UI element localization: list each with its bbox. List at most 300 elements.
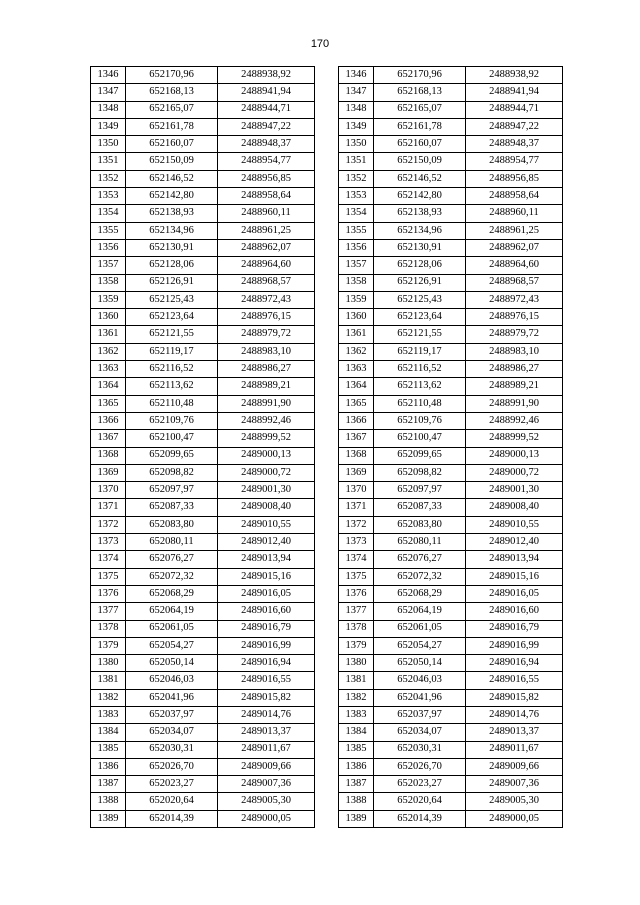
point-number-cell: 1380 — [91, 655, 126, 672]
x-coordinate-cell: 652142,80 — [374, 188, 466, 205]
y-coordinate-cell: 2488964,60 — [466, 257, 563, 274]
y-coordinate-cell: 2488941,94 — [218, 84, 315, 101]
point-number-cell: 1378 — [91, 620, 126, 637]
point-number-cell: 1350 — [91, 136, 126, 153]
y-coordinate-cell: 2488999,52 — [218, 430, 315, 447]
x-coordinate-cell: 652121,55 — [374, 326, 466, 343]
x-coordinate-cell: 652110,48 — [126, 395, 218, 412]
point-number-cell: 1351 — [91, 153, 126, 170]
table-row — [339, 118, 563, 135]
x-coordinate-cell: 652125,43 — [374, 291, 466, 308]
table-row — [339, 430, 563, 447]
point-number-cell: 1388 — [339, 793, 374, 810]
y-coordinate-cell: 2488999,52 — [466, 430, 563, 447]
y-coordinate-cell: 2489016,05 — [218, 585, 315, 602]
coordinates-table-right — [338, 66, 563, 828]
x-coordinate-cell: 652109,76 — [126, 412, 218, 429]
x-coordinate-cell: 652041,96 — [126, 689, 218, 706]
point-number-cell: 1347 — [339, 84, 374, 101]
x-coordinate-cell: 652072,32 — [126, 568, 218, 585]
x-coordinate-cell: 652150,09 — [374, 153, 466, 170]
point-number-cell: 1384 — [91, 724, 126, 741]
y-coordinate-cell: 2489013,94 — [218, 551, 315, 568]
x-coordinate-cell: 652099,65 — [126, 447, 218, 464]
table-row — [339, 620, 563, 637]
y-coordinate-cell: 2488983,10 — [466, 343, 563, 360]
x-coordinate-cell: 652037,97 — [126, 706, 218, 723]
table-row — [339, 205, 563, 222]
y-coordinate-cell: 2488989,21 — [466, 378, 563, 395]
x-coordinate-cell: 652119,17 — [126, 343, 218, 360]
y-coordinate-cell: 2488986,27 — [218, 361, 315, 378]
y-coordinate-cell: 2489005,30 — [218, 793, 315, 810]
point-number-cell: 1356 — [91, 239, 126, 256]
point-number-cell: 1379 — [339, 637, 374, 654]
x-coordinate-cell: 652050,14 — [374, 655, 466, 672]
point-number-cell: 1362 — [91, 343, 126, 360]
x-coordinate-cell: 652100,47 — [374, 430, 466, 447]
table-row — [339, 101, 563, 118]
point-number-cell: 1389 — [339, 810, 374, 827]
y-coordinate-cell: 2489016,79 — [466, 620, 563, 637]
table-row — [91, 793, 315, 810]
x-coordinate-cell: 652121,55 — [126, 326, 218, 343]
y-coordinate-cell: 2488944,71 — [466, 101, 563, 118]
table-row — [91, 499, 315, 516]
x-coordinate-cell: 652037,97 — [374, 706, 466, 723]
table-row — [91, 620, 315, 637]
x-coordinate-cell: 652014,39 — [126, 810, 218, 827]
point-number-cell: 1348 — [339, 101, 374, 118]
x-coordinate-cell: 652061,05 — [126, 620, 218, 637]
table-row — [91, 153, 315, 170]
table-row — [339, 222, 563, 239]
table-row — [339, 672, 563, 689]
table-row — [91, 118, 315, 135]
x-coordinate-cell: 652146,52 — [126, 170, 218, 187]
x-coordinate-cell: 652030,31 — [374, 741, 466, 758]
table-row — [91, 136, 315, 153]
x-coordinate-cell: 652080,11 — [126, 534, 218, 551]
y-coordinate-cell: 2488976,15 — [466, 309, 563, 326]
x-coordinate-cell: 652126,91 — [374, 274, 466, 291]
point-number-cell: 1359 — [339, 291, 374, 308]
table-row — [91, 447, 315, 464]
x-coordinate-cell: 652023,27 — [126, 776, 218, 793]
y-coordinate-cell: 2488964,60 — [218, 257, 315, 274]
table-row — [91, 758, 315, 775]
table-row — [91, 378, 315, 395]
point-number-cell: 1358 — [339, 274, 374, 291]
point-number-cell: 1361 — [339, 326, 374, 343]
point-number-cell: 1385 — [91, 741, 126, 758]
y-coordinate-cell: 2488972,43 — [218, 291, 315, 308]
table-row — [91, 689, 315, 706]
point-number-cell: 1367 — [339, 430, 374, 447]
coordinates-table-left — [90, 66, 315, 828]
table-row — [339, 188, 563, 205]
x-coordinate-cell: 652026,70 — [374, 758, 466, 775]
y-coordinate-cell: 2488991,90 — [218, 395, 315, 412]
table-row — [91, 291, 315, 308]
y-coordinate-cell: 2488989,21 — [218, 378, 315, 395]
table-row — [339, 291, 563, 308]
y-coordinate-cell: 2488968,57 — [218, 274, 315, 291]
y-coordinate-cell: 2489014,76 — [466, 706, 563, 723]
x-coordinate-cell: 652098,82 — [374, 464, 466, 481]
y-coordinate-cell: 2489007,36 — [466, 776, 563, 793]
y-coordinate-cell: 2489016,99 — [218, 637, 315, 654]
table-row — [91, 274, 315, 291]
y-coordinate-cell: 2489016,94 — [466, 655, 563, 672]
table-row — [91, 170, 315, 187]
table-row — [339, 689, 563, 706]
table-row — [91, 257, 315, 274]
table-row — [339, 274, 563, 291]
point-number-cell: 1387 — [339, 776, 374, 793]
x-coordinate-cell: 652116,52 — [374, 361, 466, 378]
table-row — [91, 343, 315, 360]
table-row — [339, 136, 563, 153]
table-row — [339, 516, 563, 533]
table-row — [91, 101, 315, 118]
x-coordinate-cell: 652160,07 — [126, 136, 218, 153]
table-row — [339, 534, 563, 551]
point-number-cell: 1346 — [339, 67, 374, 84]
y-coordinate-cell: 2489011,67 — [218, 741, 315, 758]
table-row — [339, 793, 563, 810]
table-row — [91, 603, 315, 620]
table-row — [91, 205, 315, 222]
x-coordinate-cell: 652087,33 — [126, 499, 218, 516]
point-number-cell: 1370 — [339, 482, 374, 499]
point-number-cell: 1364 — [339, 378, 374, 395]
x-coordinate-cell: 652168,13 — [374, 84, 466, 101]
point-number-cell: 1356 — [339, 239, 374, 256]
y-coordinate-cell: 2488979,72 — [466, 326, 563, 343]
table-row — [339, 447, 563, 464]
point-number-cell: 1373 — [339, 534, 374, 551]
y-coordinate-cell: 2489016,55 — [466, 672, 563, 689]
point-number-cell: 1354 — [91, 205, 126, 222]
x-coordinate-cell: 652119,17 — [374, 343, 466, 360]
y-coordinate-cell: 2489008,40 — [218, 499, 315, 516]
x-coordinate-cell: 652050,14 — [126, 655, 218, 672]
table-row — [339, 568, 563, 585]
point-number-cell: 1386 — [339, 758, 374, 775]
table-row — [91, 464, 315, 481]
y-coordinate-cell: 2489011,67 — [466, 741, 563, 758]
y-coordinate-cell: 2488947,22 — [218, 118, 315, 135]
point-number-cell: 1380 — [339, 655, 374, 672]
table-row — [339, 637, 563, 654]
table-row — [339, 395, 563, 412]
y-coordinate-cell: 2488956,85 — [218, 170, 315, 187]
x-coordinate-cell: 652080,11 — [374, 534, 466, 551]
point-number-cell: 1361 — [91, 326, 126, 343]
point-number-cell: 1386 — [91, 758, 126, 775]
table-row — [339, 706, 563, 723]
y-coordinate-cell: 2489009,66 — [218, 758, 315, 775]
point-number-cell: 1389 — [91, 810, 126, 827]
y-coordinate-cell: 2488992,46 — [218, 412, 315, 429]
point-number-cell: 1358 — [91, 274, 126, 291]
x-coordinate-cell: 652125,43 — [126, 291, 218, 308]
y-coordinate-cell: 2488961,25 — [218, 222, 315, 239]
table-row — [91, 534, 315, 551]
table-row — [91, 430, 315, 447]
y-coordinate-cell: 2488991,90 — [466, 395, 563, 412]
x-coordinate-cell: 652023,27 — [374, 776, 466, 793]
point-number-cell: 1346 — [91, 67, 126, 84]
point-number-cell: 1365 — [91, 395, 126, 412]
point-number-cell: 1377 — [91, 603, 126, 620]
y-coordinate-cell: 2488960,11 — [466, 205, 563, 222]
point-number-cell: 1369 — [91, 464, 126, 481]
point-number-cell: 1360 — [91, 309, 126, 326]
y-coordinate-cell: 2488938,92 — [466, 67, 563, 84]
y-coordinate-cell: 2489015,16 — [466, 568, 563, 585]
x-coordinate-cell: 652100,47 — [126, 430, 218, 447]
y-coordinate-cell: 2489014,76 — [218, 706, 315, 723]
x-coordinate-cell: 652072,32 — [374, 568, 466, 585]
y-coordinate-cell: 2489016,05 — [466, 585, 563, 602]
point-number-cell: 1355 — [339, 222, 374, 239]
point-number-cell: 1382 — [339, 689, 374, 706]
x-coordinate-cell: 652034,07 — [126, 724, 218, 741]
x-coordinate-cell: 652046,03 — [374, 672, 466, 689]
x-coordinate-cell: 652087,33 — [374, 499, 466, 516]
y-coordinate-cell: 2489013,94 — [466, 551, 563, 568]
table-row — [91, 326, 315, 343]
y-coordinate-cell: 2488986,27 — [466, 361, 563, 378]
y-coordinate-cell: 2489012,40 — [466, 534, 563, 551]
point-number-cell: 1368 — [339, 447, 374, 464]
x-coordinate-cell: 652146,52 — [374, 170, 466, 187]
y-coordinate-cell: 2489000,72 — [218, 464, 315, 481]
x-coordinate-cell: 652064,19 — [374, 603, 466, 620]
x-coordinate-cell: 652026,70 — [126, 758, 218, 775]
table-row — [339, 153, 563, 170]
table-row — [339, 499, 563, 516]
table-row — [91, 395, 315, 412]
point-number-cell: 1381 — [91, 672, 126, 689]
x-coordinate-cell: 652046,03 — [126, 672, 218, 689]
point-number-cell: 1374 — [339, 551, 374, 568]
x-coordinate-cell: 652109,76 — [374, 412, 466, 429]
table-row — [91, 776, 315, 793]
table-row — [91, 188, 315, 205]
table-row — [339, 741, 563, 758]
x-coordinate-cell: 652142,80 — [126, 188, 218, 205]
x-coordinate-cell: 652170,96 — [126, 67, 218, 84]
y-coordinate-cell: 2489000,13 — [218, 447, 315, 464]
point-number-cell: 1349 — [339, 118, 374, 135]
x-coordinate-cell: 652061,05 — [374, 620, 466, 637]
x-coordinate-cell: 652138,93 — [374, 205, 466, 222]
table-row — [339, 776, 563, 793]
table-row — [91, 724, 315, 741]
x-coordinate-cell: 652128,06 — [126, 257, 218, 274]
x-coordinate-cell: 652083,80 — [126, 516, 218, 533]
table-row — [339, 758, 563, 775]
x-coordinate-cell: 652068,29 — [126, 585, 218, 602]
point-number-cell: 1375 — [91, 568, 126, 585]
point-number-cell: 1372 — [91, 516, 126, 533]
point-number-cell: 1364 — [91, 378, 126, 395]
point-number-cell: 1388 — [91, 793, 126, 810]
point-number-cell: 1382 — [91, 689, 126, 706]
point-number-cell: 1354 — [339, 205, 374, 222]
point-number-cell: 1371 — [91, 499, 126, 516]
table-row — [91, 482, 315, 499]
point-number-cell: 1365 — [339, 395, 374, 412]
y-coordinate-cell: 2489016,60 — [218, 603, 315, 620]
table-row — [91, 810, 315, 827]
x-coordinate-cell: 652170,96 — [374, 67, 466, 84]
y-coordinate-cell: 2489009,66 — [466, 758, 563, 775]
table-row — [339, 464, 563, 481]
x-coordinate-cell: 652130,91 — [374, 239, 466, 256]
x-coordinate-cell: 652126,91 — [126, 274, 218, 291]
point-number-cell: 1385 — [339, 741, 374, 758]
y-coordinate-cell: 2488938,92 — [218, 67, 315, 84]
x-coordinate-cell: 652130,91 — [126, 239, 218, 256]
x-coordinate-cell: 652110,48 — [374, 395, 466, 412]
y-coordinate-cell: 2488948,37 — [218, 136, 315, 153]
y-coordinate-cell: 2488962,07 — [218, 239, 315, 256]
point-number-cell: 1347 — [91, 84, 126, 101]
y-coordinate-cell: 2488961,25 — [466, 222, 563, 239]
table-row — [91, 551, 315, 568]
y-coordinate-cell: 2489000,72 — [466, 464, 563, 481]
y-coordinate-cell: 2488954,77 — [466, 153, 563, 170]
x-coordinate-cell: 652161,78 — [374, 118, 466, 135]
y-coordinate-cell: 2489016,99 — [466, 637, 563, 654]
table-row — [339, 603, 563, 620]
y-coordinate-cell: 2489016,60 — [466, 603, 563, 620]
x-coordinate-cell: 652160,07 — [374, 136, 466, 153]
point-number-cell: 1376 — [91, 585, 126, 602]
y-coordinate-cell: 2488979,72 — [218, 326, 315, 343]
x-coordinate-cell: 652054,27 — [126, 637, 218, 654]
x-coordinate-cell: 652064,19 — [126, 603, 218, 620]
y-coordinate-cell: 2488976,15 — [218, 309, 315, 326]
point-number-cell: 1349 — [91, 118, 126, 135]
x-coordinate-cell: 652161,78 — [126, 118, 218, 135]
table-row — [91, 222, 315, 239]
y-coordinate-cell: 2489015,16 — [218, 568, 315, 585]
y-coordinate-cell: 2489000,13 — [466, 447, 563, 464]
point-number-cell: 1351 — [339, 153, 374, 170]
y-coordinate-cell: 2488960,11 — [218, 205, 315, 222]
x-coordinate-cell: 652168,13 — [126, 84, 218, 101]
point-number-cell: 1360 — [339, 309, 374, 326]
y-coordinate-cell: 2489010,55 — [466, 516, 563, 533]
x-coordinate-cell: 652034,07 — [374, 724, 466, 741]
x-coordinate-cell: 652099,65 — [374, 447, 466, 464]
x-coordinate-cell: 652128,06 — [374, 257, 466, 274]
x-coordinate-cell: 652165,07 — [126, 101, 218, 118]
y-coordinate-cell: 2489007,36 — [218, 776, 315, 793]
table-row — [339, 585, 563, 602]
point-number-cell: 1363 — [339, 361, 374, 378]
x-coordinate-cell: 652116,52 — [126, 361, 218, 378]
y-coordinate-cell: 2488947,22 — [466, 118, 563, 135]
y-coordinate-cell: 2488992,46 — [466, 412, 563, 429]
y-coordinate-cell: 2489000,05 — [218, 810, 315, 827]
point-number-cell: 1373 — [91, 534, 126, 551]
x-coordinate-cell: 652054,27 — [374, 637, 466, 654]
x-coordinate-cell: 652113,62 — [374, 378, 466, 395]
table-row — [91, 516, 315, 533]
point-number-cell: 1362 — [339, 343, 374, 360]
point-number-cell: 1368 — [91, 447, 126, 464]
table-row — [339, 84, 563, 101]
y-coordinate-cell: 2488962,07 — [466, 239, 563, 256]
x-coordinate-cell: 652134,96 — [126, 222, 218, 239]
table-row — [339, 361, 563, 378]
point-number-cell: 1370 — [91, 482, 126, 499]
point-number-cell: 1372 — [339, 516, 374, 533]
table-row — [91, 412, 315, 429]
table-row — [339, 378, 563, 395]
point-number-cell: 1383 — [91, 706, 126, 723]
point-number-cell: 1387 — [91, 776, 126, 793]
x-coordinate-cell: 652076,27 — [374, 551, 466, 568]
x-coordinate-cell: 652097,97 — [374, 482, 466, 499]
x-coordinate-cell: 652134,96 — [374, 222, 466, 239]
table-row — [339, 170, 563, 187]
point-number-cell: 1367 — [91, 430, 126, 447]
point-number-cell: 1378 — [339, 620, 374, 637]
point-number-cell: 1357 — [339, 257, 374, 274]
point-number-cell: 1369 — [339, 464, 374, 481]
x-coordinate-cell: 652083,80 — [374, 516, 466, 533]
y-coordinate-cell: 2488941,94 — [466, 84, 563, 101]
table-row — [339, 326, 563, 343]
x-coordinate-cell: 652150,09 — [126, 153, 218, 170]
point-number-cell: 1374 — [91, 551, 126, 568]
point-number-cell: 1363 — [91, 361, 126, 378]
point-number-cell: 1352 — [91, 170, 126, 187]
x-coordinate-cell: 652123,64 — [126, 309, 218, 326]
point-number-cell: 1359 — [91, 291, 126, 308]
point-number-cell: 1353 — [91, 188, 126, 205]
table-row — [91, 706, 315, 723]
y-coordinate-cell: 2489005,30 — [466, 793, 563, 810]
point-number-cell: 1353 — [339, 188, 374, 205]
table-row — [91, 84, 315, 101]
y-coordinate-cell: 2489000,05 — [466, 810, 563, 827]
point-number-cell: 1355 — [91, 222, 126, 239]
table-row — [91, 361, 315, 378]
x-coordinate-cell: 652020,64 — [126, 793, 218, 810]
table-row — [91, 741, 315, 758]
table-row — [339, 67, 563, 84]
y-coordinate-cell: 2489016,94 — [218, 655, 315, 672]
table-row — [339, 412, 563, 429]
table-row — [339, 551, 563, 568]
y-coordinate-cell: 2488954,77 — [218, 153, 315, 170]
table-row — [339, 343, 563, 360]
table-row — [91, 672, 315, 689]
y-coordinate-cell: 2489016,55 — [218, 672, 315, 689]
table-row — [339, 257, 563, 274]
x-coordinate-cell: 652068,29 — [374, 585, 466, 602]
y-coordinate-cell: 2488972,43 — [466, 291, 563, 308]
y-coordinate-cell: 2488983,10 — [218, 343, 315, 360]
